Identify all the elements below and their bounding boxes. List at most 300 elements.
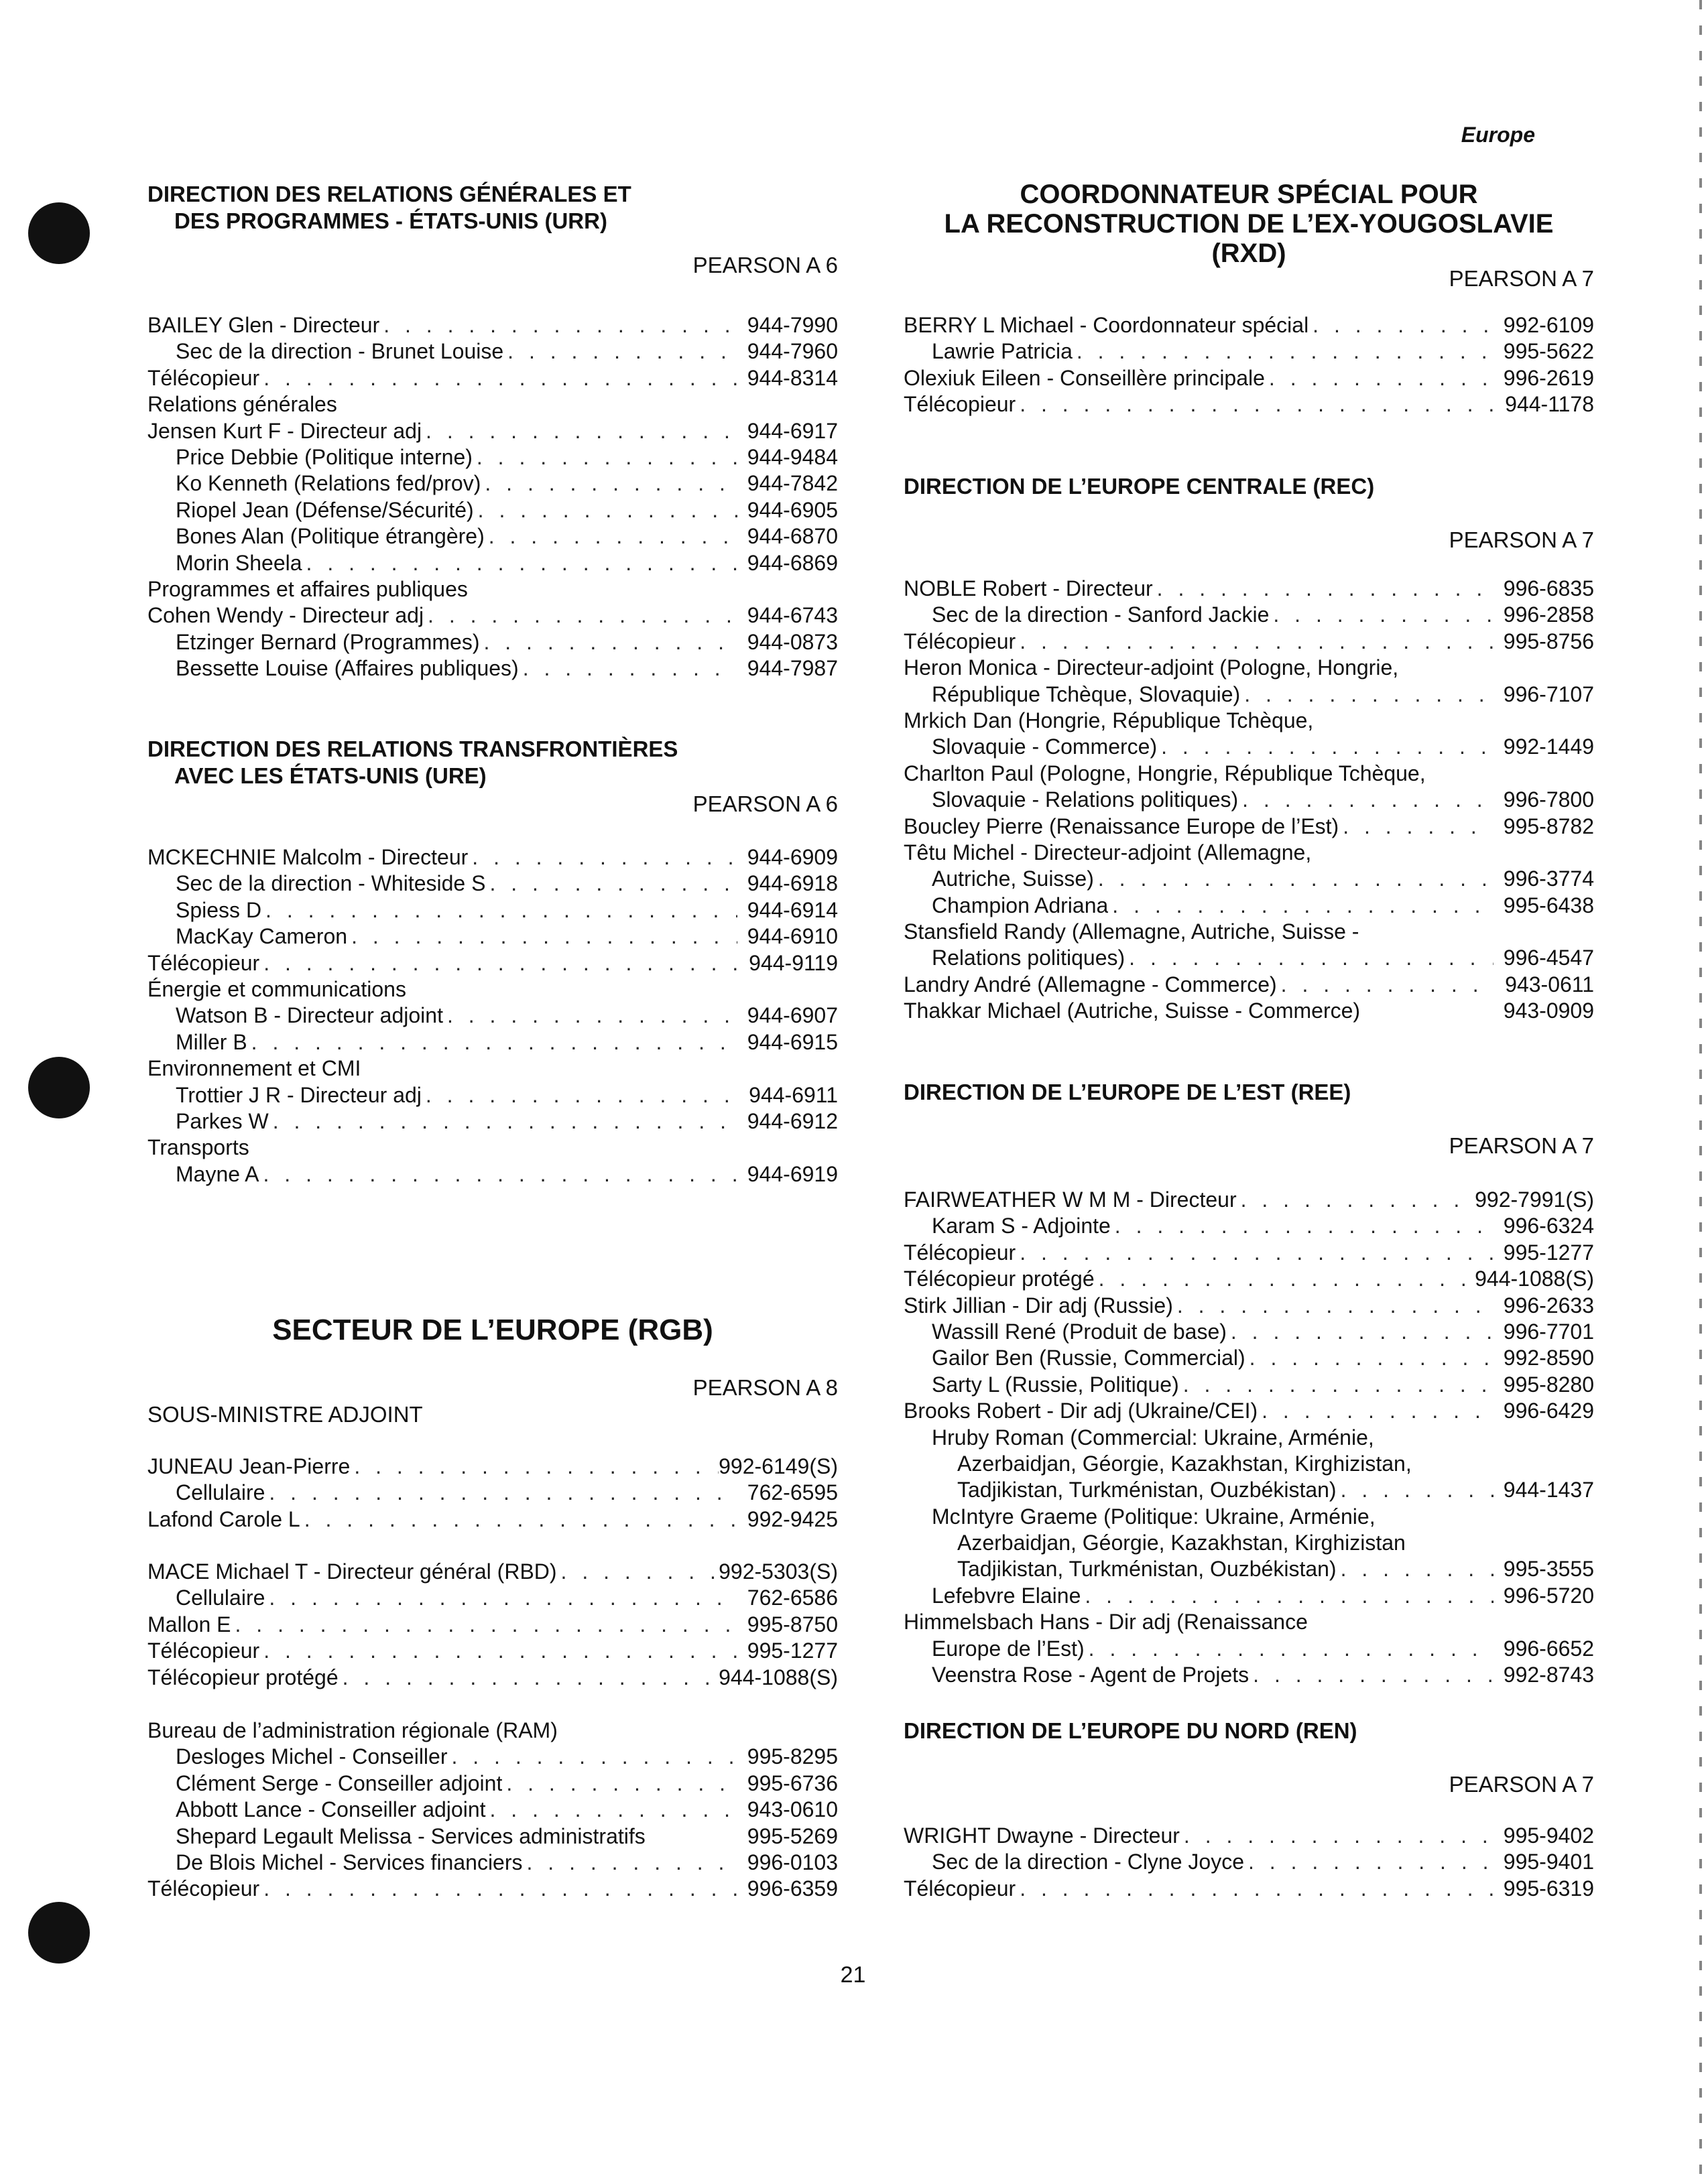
entry-phone: 996-5720	[1503, 1583, 1594, 1608]
location-label: PEARSON A 6	[692, 791, 838, 816]
directory-entry	[147, 1480, 838, 1506]
entry-phone: 944-7987	[747, 656, 838, 681]
entry-name: Télécopieur	[147, 1639, 260, 1663]
section-sector	[147, 1373, 838, 1428]
entry-name: Europe de l’Est)	[932, 1636, 1085, 1661]
entry-name: McIntyre Graeme (Politique: Ukraine, Arménie,	[932, 1504, 1376, 1529]
entry-phone: 996-6835	[1503, 576, 1594, 600]
entry-name: Shepard Legault Melissa - Services administratifs	[176, 1823, 646, 1848]
entry-phone: 996-6429	[1503, 1399, 1594, 1423]
entries-sector-ram	[147, 1718, 838, 1903]
directory-entry	[147, 1823, 838, 1850]
directory-entry	[147, 1638, 838, 1664]
directory-entry	[904, 814, 1594, 840]
entry-phone: 996-6359	[747, 1876, 838, 1901]
entry-name: Heron Monica - Directeur-adjoint (Pologne, Hongrie,	[904, 655, 1399, 680]
directory-entry	[147, 1135, 838, 1161]
directory-entry	[904, 972, 1594, 998]
directory-entry	[147, 1161, 838, 1187]
dot-leader	[1237, 1187, 1475, 1213]
entry-phone: 762-6586	[747, 1586, 838, 1610]
entry-phone: 944-9484	[747, 444, 838, 469]
entry-name: Jensen Kurt F - Directeur adj	[147, 418, 422, 443]
entry-name: Cellulaire	[176, 1480, 265, 1505]
entry-phone: 995-3555	[1503, 1557, 1594, 1582]
directory-entry	[147, 1559, 838, 1585]
dot-leader	[1258, 1398, 1494, 1424]
entry-name: Télécopieur	[147, 1876, 260, 1901]
dot-leader	[1240, 682, 1494, 708]
entry-name: Abbott Lance - Conseiller adjoint	[176, 1797, 486, 1822]
entry-name: Transports	[147, 1135, 249, 1160]
section-rxd	[904, 180, 1594, 292]
entry-name: Veenstra Rose - Agent de Projets	[932, 1663, 1250, 1687]
directory-entry	[904, 1345, 1594, 1371]
directory-entry	[147, 897, 838, 923]
entry-name: Desloges Michel - Conseiller	[176, 1744, 448, 1769]
entry-name: Watson B - Directeur adjoint	[176, 1003, 443, 1028]
dot-leader	[1016, 1876, 1494, 1902]
directory-entry	[904, 338, 1594, 365]
entry-name: MacKay Cameron	[176, 924, 348, 949]
entry-name: JUNEAU Jean-Pierre	[147, 1454, 351, 1478]
section-title: DIRECTION DE L’EUROPE DE L’EST (REE)	[904, 1080, 1351, 1104]
dot-leader	[265, 1585, 737, 1611]
entry-phone: 995-5269	[747, 1823, 838, 1848]
dot-leader	[1173, 1293, 1494, 1319]
entry-phone: 944-6870	[747, 524, 838, 549]
entry-name: WRIGHT Dwayne - Directeur	[904, 1823, 1180, 1848]
entries-ure	[147, 844, 838, 1187]
dot-leader	[473, 444, 737, 470]
directory-entry	[904, 1187, 1594, 1213]
dot-leader	[1269, 602, 1494, 628]
directory-entry	[904, 1319, 1594, 1345]
entry-phone: 996-7701	[1503, 1319, 1594, 1344]
directory-entry	[904, 1556, 1594, 1582]
entry-name: Autriche, Suisse)	[932, 866, 1094, 891]
entry-phone: 944-6909	[747, 845, 838, 869]
dot-leader	[1095, 1266, 1475, 1292]
entry-phone: 996-6652	[1503, 1636, 1594, 1661]
entry-name: Télécopieur	[904, 1876, 1016, 1901]
entry-name: Énergie et communications	[147, 976, 406, 1001]
entry-name: Spiess D	[176, 897, 262, 922]
directory-entry	[904, 1609, 1594, 1635]
entry-phone: 995-8750	[747, 1612, 838, 1636]
directory-entry	[904, 1398, 1594, 1424]
entry-phone: 943-0610	[747, 1797, 838, 1822]
sector-title: SECTEUR DE L’EUROPE (RGB)	[272, 1313, 713, 1346]
dot-leader	[231, 1612, 738, 1638]
section-title: COORDONNATEUR SPÉCIAL POUR LA RECONSTRUCTION DE L’EX-YOUGOSLAVIE (RXD)	[944, 180, 1554, 268]
entry-name: Slovaquie - Commerce)	[932, 734, 1158, 759]
entry-name: Télécopieur protégé	[904, 1267, 1095, 1291]
entries-urr	[147, 312, 838, 682]
dot-leader	[350, 1454, 719, 1480]
entry-phone: 995-1277	[747, 1639, 838, 1663]
directory-entry	[147, 418, 838, 444]
dot-leader	[1277, 972, 1494, 998]
directory-entry	[147, 1506, 838, 1533]
entry-phone: 996-0103	[747, 1850, 838, 1874]
dot-leader	[1308, 312, 1494, 338]
directory-entry	[147, 497, 838, 523]
entry-name: Cohen Wendy - Directeur adj	[147, 603, 424, 628]
entry-phone: 995-8295	[747, 1744, 838, 1769]
entry-phone: 992-5303(S)	[719, 1559, 838, 1584]
entry-phone: 995-9401	[1503, 1850, 1594, 1874]
location-label: PEARSON A 6	[692, 253, 838, 277]
directory-entry	[147, 1797, 838, 1823]
entry-name: Télécopieur protégé	[147, 1665, 339, 1689]
entry-phone: 995-6736	[747, 1771, 838, 1795]
dot-leader	[1111, 1213, 1494, 1239]
entry-name: Télécopieur	[904, 392, 1016, 417]
region-header: Europe	[1461, 123, 1535, 147]
dot-leader	[339, 1665, 719, 1691]
directory-entry	[147, 312, 838, 338]
dot-leader	[1227, 1319, 1494, 1345]
entry-phone: 762-6595	[747, 1480, 838, 1505]
directory-entry	[904, 1240, 1594, 1266]
dot-leader	[1249, 1662, 1494, 1688]
entry-name: Azerbaidjan, Géorgie, Kazakhstan, Kirghizistan	[957, 1531, 1406, 1555]
entry-name: Bones Alan (Politique étrangère)	[176, 524, 485, 549]
entry-name: Slovaquie - Relations politiques)	[932, 787, 1239, 812]
directory-entry	[147, 1454, 838, 1480]
directory-entry	[904, 391, 1594, 417]
section-title: DIRECTION DES RELATIONS GÉNÉRALES ET DES PROGRAMMES - ÉTATS-UNIS (URR)	[147, 182, 631, 233]
entry-phone: 944-6869	[747, 550, 838, 575]
dot-leader	[1157, 734, 1494, 760]
location-label: PEARSON A 7	[1449, 527, 1594, 552]
directory-entry	[904, 1530, 1594, 1556]
entry-phone: 992-8590	[1503, 1346, 1594, 1370]
directory-entry	[904, 1636, 1594, 1662]
directory-entry	[904, 1425, 1594, 1451]
location-label: PEARSON A 7	[1449, 1133, 1594, 1158]
entry-phone: 992-6109	[1503, 313, 1594, 337]
directory-entry	[904, 576, 1594, 602]
entry-phone: 992-9425	[747, 1506, 838, 1531]
entry-phone: 943-0909	[1503, 999, 1594, 1023]
directory-entry	[147, 1108, 838, 1135]
directory-entry	[904, 893, 1594, 919]
entry-name: Price Debbie (Politique interne)	[176, 444, 473, 469]
entry-name: De Blois Michel - Services financiers	[176, 1850, 523, 1874]
directory-entry	[147, 1771, 838, 1797]
entry-phone: 944-9119	[749, 950, 838, 975]
directory-entry	[147, 523, 838, 550]
entry-name: Hruby Roman (Commercial: Ukraine, Arménie,	[932, 1425, 1374, 1450]
entry-phone: 944-1178	[1505, 392, 1594, 417]
dot-leader	[1016, 391, 1494, 417]
entry-name: BERRY L Michael - Coordonnateur spécial	[904, 313, 1309, 337]
dot-leader	[424, 602, 737, 629]
location-label: PEARSON A 7	[1449, 266, 1594, 291]
directory-entry	[147, 365, 838, 391]
dot-leader	[1179, 1372, 1494, 1398]
entry-name: Télécopieur	[904, 1240, 1016, 1265]
entry-phone: 995-8782	[1503, 814, 1594, 838]
dot-leader	[1108, 893, 1494, 919]
directory-entry	[904, 734, 1594, 760]
entry-phone: 944-6905	[747, 497, 838, 522]
directory-entry	[147, 1003, 838, 1029]
entry-name: Olexiuk Eileen - Conseillère principale	[904, 365, 1265, 390]
directory-entry	[904, 1583, 1594, 1609]
directory-entry	[904, 1372, 1594, 1398]
dot-leader	[523, 1850, 738, 1876]
dot-leader	[474, 497, 737, 523]
entry-name: Azerbaidjan, Géorgie, Kazakhstan, Kirghizistan,	[957, 1451, 1412, 1476]
dot-leader	[269, 1108, 737, 1135]
directory-entry	[147, 976, 838, 1003]
entry-phone: 995-6319	[1503, 1876, 1594, 1901]
entry-phone: 944-6912	[747, 1108, 838, 1133]
directory-entry	[904, 1504, 1594, 1530]
dot-leader	[1085, 1636, 1494, 1662]
dot-leader	[259, 1876, 737, 1902]
entry-name: Mallon E	[147, 1612, 231, 1636]
entry-name: MCKECHNIE Malcolm - Directeur	[147, 845, 469, 869]
entry-name: Ko Kenneth (Relations fed/prov)	[176, 471, 481, 496]
entry-name: Brooks Robert - Dir adj (Ukraine/CEI)	[904, 1399, 1258, 1423]
entry-name: Riopel Jean (Défense/Sécurité)	[176, 497, 474, 522]
page-number: 21	[840, 1962, 866, 1988]
entry-phone: 996-2619	[1503, 365, 1594, 390]
entry-name: Télécopieur	[147, 950, 260, 975]
entry-phone: 944-1088(S)	[1475, 1267, 1594, 1291]
dot-leader	[502, 1771, 737, 1797]
entry-name: Stansfield Randy (Allemagne, Autriche, Suisse -	[904, 919, 1359, 944]
directory-entry	[904, 1849, 1594, 1875]
section-ure	[147, 736, 838, 818]
dot-leader	[503, 338, 737, 365]
dot-leader	[443, 1003, 737, 1029]
entry-name: FAIRWEATHER W M M - Directeur	[904, 1187, 1237, 1212]
directory-entry	[904, 1477, 1594, 1503]
section-subtitle: SOUS-MINISTRE ADJOINT	[147, 1402, 423, 1427]
directory-entry	[147, 1718, 838, 1744]
dot-leader	[1016, 629, 1494, 655]
entry-phone: 944-6914	[747, 897, 838, 922]
dot-leader	[379, 312, 737, 338]
dot-leader	[447, 1744, 737, 1770]
directory-entry	[904, 655, 1594, 681]
directory-entry	[147, 1055, 838, 1082]
entry-name: Clément Serge - Conseiller adjoint	[176, 1771, 503, 1795]
entry-name: Thakkar Michael (Autriche, Suisse - Commerce)	[904, 999, 1361, 1023]
entry-phone: 992-8743	[1503, 1663, 1594, 1687]
directory-entry	[904, 1266, 1594, 1292]
dot-leader	[479, 629, 737, 655]
dot-leader	[1244, 1849, 1494, 1875]
scan-edge-marks	[1699, 0, 1702, 2184]
entry-phone: 996-2858	[1503, 602, 1594, 627]
entry-phone: 944-7842	[747, 471, 838, 496]
directory-entry	[904, 365, 1594, 391]
directory-entry	[147, 1665, 838, 1691]
binder-hole-bottom-icon	[28, 1902, 90, 1964]
dot-leader	[486, 1797, 738, 1823]
section-ren	[904, 1718, 1594, 1798]
entry-name: Relations générales	[147, 392, 337, 417]
entries-ren	[904, 1823, 1594, 1902]
dot-leader	[1339, 814, 1494, 840]
entry-name: Têtu Michel - Directeur-adjoint (Allemagne,	[904, 840, 1312, 864]
directory-entry	[147, 1876, 838, 1902]
directory-entry	[147, 950, 838, 976]
entry-phone: 996-3774	[1503, 866, 1594, 891]
entry-name: Télécopieur	[147, 365, 260, 390]
dot-leader	[485, 871, 737, 897]
directory-entry	[904, 312, 1594, 338]
entry-name: Cellulaire	[176, 1586, 265, 1610]
entries-sector-adm	[147, 1454, 838, 1533]
directory-entry	[904, 682, 1594, 708]
directory-entry	[147, 444, 838, 470]
entry-name: Programmes et affaires publiques	[147, 576, 468, 601]
entry-name: Télécopieur	[904, 629, 1016, 653]
entry-phone: 992-6149(S)	[719, 1454, 838, 1478]
entry-phone: 995-9402	[1503, 1823, 1594, 1848]
entry-phone: 944-1088(S)	[719, 1665, 838, 1689]
entry-name: Bureau de l’administration régionale (RAM)	[147, 1718, 558, 1742]
entry-phone: 944-1437	[1503, 1478, 1594, 1502]
entry-name: République Tchèque, Slovaquie)	[932, 682, 1241, 706]
entry-phone: 995-8756	[1503, 629, 1594, 653]
directory-entry	[147, 1029, 838, 1055]
location-label: PEARSON A 8	[692, 1375, 838, 1400]
entry-phone: 995-8280	[1503, 1372, 1594, 1397]
directory-entry	[147, 391, 838, 417]
directory-entry	[147, 1082, 838, 1108]
directory-entry	[147, 576, 838, 602]
entry-name: Parkes W	[176, 1108, 269, 1133]
entry-name: Relations politiques)	[932, 946, 1125, 970]
entry-phone: 996-2633	[1503, 1293, 1594, 1318]
directory-entry	[904, 1293, 1594, 1319]
directory-entry	[147, 1744, 838, 1770]
entry-phone: 944-7960	[747, 339, 838, 364]
entries-rec	[904, 576, 1594, 1025]
entry-name: Environnement et CMI	[147, 1056, 361, 1081]
entry-phone: 944-6907	[747, 1003, 838, 1028]
entry-phone: 996-6324	[1503, 1214, 1594, 1238]
directory-entry	[147, 1585, 838, 1611]
dot-leader	[1337, 1556, 1494, 1582]
entry-name: Gailor Ben (Russie, Commercial)	[932, 1346, 1245, 1370]
section-title: DIRECTION DE L’EUROPE CENTRALE (REC)	[904, 474, 1375, 499]
dot-leader	[519, 655, 737, 682]
directory-entry	[147, 923, 838, 950]
directory-entry	[904, 629, 1594, 655]
entry-name: Tadjikistan, Turkménistan, Ouzbékistan)	[957, 1478, 1337, 1502]
section-rec	[904, 473, 1594, 554]
entry-name: Mayne A	[176, 1161, 259, 1186]
dot-leader	[481, 470, 737, 497]
dot-leader	[1337, 1477, 1494, 1503]
entry-phone: 944-6917	[747, 418, 838, 443]
entry-name: Morin Sheela	[176, 550, 302, 575]
dot-leader	[1265, 365, 1494, 391]
entry-name: Bessette Louise (Affaires publiques)	[176, 656, 519, 681]
entry-name: Sec de la direction - Clyne Joyce	[932, 1850, 1244, 1874]
directory-entry	[147, 871, 838, 897]
dot-leader	[1081, 1583, 1494, 1609]
directory-entry	[904, 866, 1594, 892]
dot-leader	[1073, 338, 1494, 365]
dot-leader	[1180, 1823, 1494, 1849]
dot-leader	[347, 923, 737, 950]
entries-sector-rbd	[147, 1559, 838, 1691]
entry-name: Etzinger Bernard (Programmes)	[176, 629, 480, 654]
entry-name: Sec de la direction - Whiteside S	[176, 871, 486, 896]
entry-phone: 943-0611	[1505, 972, 1594, 997]
entry-name: Tadjikistan, Turkménistan, Ouzbékistan)	[957, 1557, 1337, 1582]
entries-rxd	[904, 312, 1594, 418]
entry-name: Sec de la direction - Sanford Jackie	[932, 602, 1270, 627]
directory-entry	[147, 844, 838, 871]
dot-leader	[422, 418, 737, 444]
dot-leader	[1238, 787, 1494, 813]
entry-phone: 992-1449	[1503, 734, 1594, 759]
entry-name: Champion Adriana	[932, 893, 1109, 917]
entry-phone: 992-7991(S)	[1475, 1187, 1594, 1212]
dot-leader	[259, 365, 737, 391]
dot-leader	[265, 1480, 737, 1506]
directory-entry	[147, 602, 838, 629]
dot-leader	[300, 1506, 737, 1533]
section-title: DIRECTION DES RELATIONS TRANSFRONTIÈRES AVEC LES ÉTATS-UNIS (URE)	[147, 736, 678, 788]
entry-phone: 944-7990	[747, 313, 838, 337]
entry-name: BAILEY Glen - Directeur	[147, 313, 380, 337]
directory-entry	[147, 550, 838, 576]
entry-name: MACE Michael T - Directeur général (RBD)	[147, 1559, 557, 1584]
dot-leader	[259, 950, 737, 976]
directory-entry	[147, 470, 838, 497]
directory-entry	[904, 945, 1594, 971]
section-urr	[147, 181, 838, 279]
directory-entry	[147, 629, 838, 655]
entry-name: Lafond Carole L	[147, 1506, 300, 1531]
entry-phone: 944-6915	[747, 1029, 838, 1054]
entry-name: Boucley Pierre (Renaissance Europe de l’Est)	[904, 814, 1339, 838]
entry-name: Karam S - Adjointe	[932, 1214, 1111, 1238]
directory-entry	[904, 998, 1594, 1024]
entry-name: Sarty L (Russie, Politique)	[932, 1372, 1179, 1397]
entry-phone: 996-4547	[1503, 946, 1594, 970]
entries-ree	[904, 1187, 1594, 1688]
dot-leader	[247, 1029, 737, 1055]
section-title: DIRECTION DE L’EUROPE DU NORD (REN)	[904, 1718, 1357, 1743]
entry-name: Lawrie Patricia	[932, 339, 1073, 364]
directory-entry	[904, 840, 1594, 866]
directory-entry	[147, 338, 838, 365]
directory-entry	[904, 1213, 1594, 1239]
entry-phone: 944-6910	[747, 924, 838, 949]
dot-leader	[259, 1638, 737, 1664]
location-label: PEARSON A 7	[1449, 1772, 1594, 1797]
dot-leader	[557, 1559, 719, 1585]
entry-name: Wassill René (Produit de base)	[932, 1319, 1227, 1344]
directory-entry	[904, 602, 1594, 628]
dot-leader	[1094, 866, 1494, 892]
dot-leader	[259, 1161, 737, 1187]
directory-entry	[147, 1850, 838, 1876]
